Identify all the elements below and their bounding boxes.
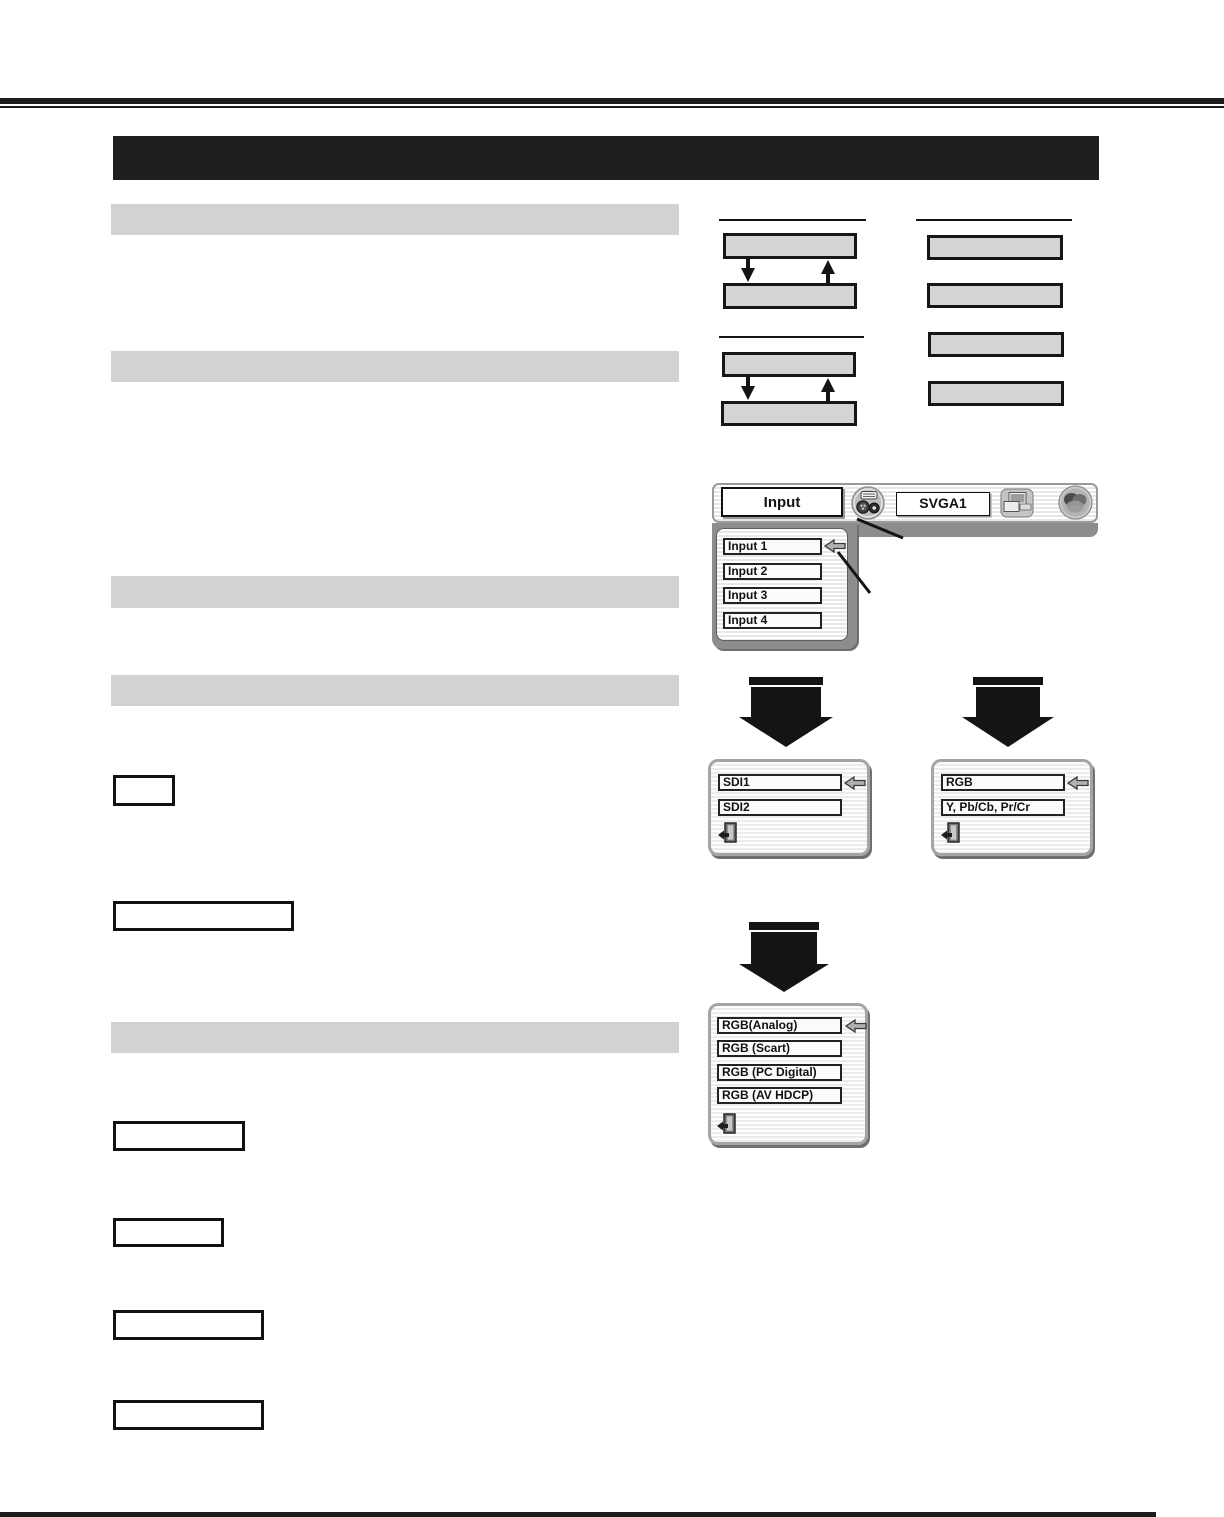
exit-door-icon [941, 822, 961, 844]
section-heading-bar-5 [111, 1022, 679, 1053]
keycap-box-3 [113, 1121, 245, 1151]
sdi-dropdown-panel [708, 759, 870, 856]
pointer-arrow-icon [845, 1019, 867, 1033]
diagram-underline-b [916, 219, 1072, 221]
diagram-box-a4 [721, 401, 857, 426]
osd-input-item-3: Input 3 [723, 587, 822, 604]
section-heading-bar-1 [111, 204, 679, 235]
callout-lines [712, 483, 1100, 649]
toggle-arrows-icon [737, 259, 837, 283]
diagram-box-a2 [723, 283, 857, 309]
osd-menu-screenshot [712, 483, 1100, 649]
flow-arrow-head [739, 964, 829, 992]
pointer-arrow-icon [844, 776, 866, 790]
section-heading-bar-3 [111, 576, 679, 608]
osd-input-item-1: Input 1 [723, 538, 822, 555]
keycap-box-2 [113, 901, 294, 931]
top-rule-thick [0, 98, 1224, 104]
flow-down-arrow-1 [739, 677, 833, 747]
flow-arrow-topbar [973, 677, 1043, 685]
flow-arrow-head [739, 717, 833, 747]
flow-arrow-head [962, 717, 1054, 747]
exit-door-icon [717, 1113, 737, 1135]
flow-down-arrow-3 [739, 922, 829, 992]
toggle-arrows-icon [737, 377, 837, 401]
diagram-box-b1 [927, 235, 1063, 260]
flow-arrow-topbar [749, 922, 819, 930]
rgb-item-2: RGB (Scart) [717, 1040, 842, 1057]
diagram-box-a3 [722, 352, 856, 377]
flow-arrow-shaft [751, 687, 821, 717]
sdi-item-2: SDI2 [718, 799, 842, 816]
keycap-box-4 [113, 1218, 224, 1247]
component-dropdown-panel [931, 759, 1093, 856]
rgb-item-4: RGB (AV HDCP) [717, 1087, 842, 1104]
rgb-dropdown-panel [708, 1003, 868, 1145]
sdi-item-1: SDI1 [718, 774, 842, 791]
osd-input-menu-label: Input [763, 494, 801, 511]
diagram-underline-a2 [719, 336, 864, 338]
keycap-box-1 [113, 775, 175, 806]
exit-door-icon [718, 822, 738, 844]
top-rule-thin [0, 106, 1224, 108]
flow-down-arrow-2 [962, 677, 1054, 747]
rgb-item-1: RGB(Analog) [717, 1017, 842, 1034]
flow-arrow-shaft [976, 687, 1040, 717]
diagram-box-b3 [928, 332, 1064, 357]
pointer-arrow-icon [1067, 776, 1089, 790]
diagram-underline-a1 [719, 219, 866, 221]
bottom-rule [0, 1512, 1156, 1517]
osd-input-item-2: Input 2 [723, 563, 822, 580]
page-title-bar [113, 136, 1099, 180]
diagram-box-b4 [928, 381, 1064, 406]
keycap-box-5 [113, 1310, 264, 1340]
rgb-item-3: RGB (PC Digital) [717, 1064, 842, 1081]
component-item-1: RGB [941, 774, 1065, 791]
osd-source-badge-label: SVGA1 [919, 495, 967, 511]
keycap-box-6 [113, 1400, 264, 1430]
section-heading-bar-4 [111, 675, 679, 706]
diagram-box-a1 [723, 233, 857, 259]
flow-arrow-topbar [749, 677, 823, 685]
flow-arrow-shaft [751, 932, 817, 964]
osd-input-item-4: Input 4 [723, 612, 822, 629]
diagram-box-b2 [927, 283, 1063, 308]
component-item-2: Y, Pb/Cb, Pr/Cr [941, 799, 1065, 816]
section-heading-bar-2 [111, 351, 679, 382]
